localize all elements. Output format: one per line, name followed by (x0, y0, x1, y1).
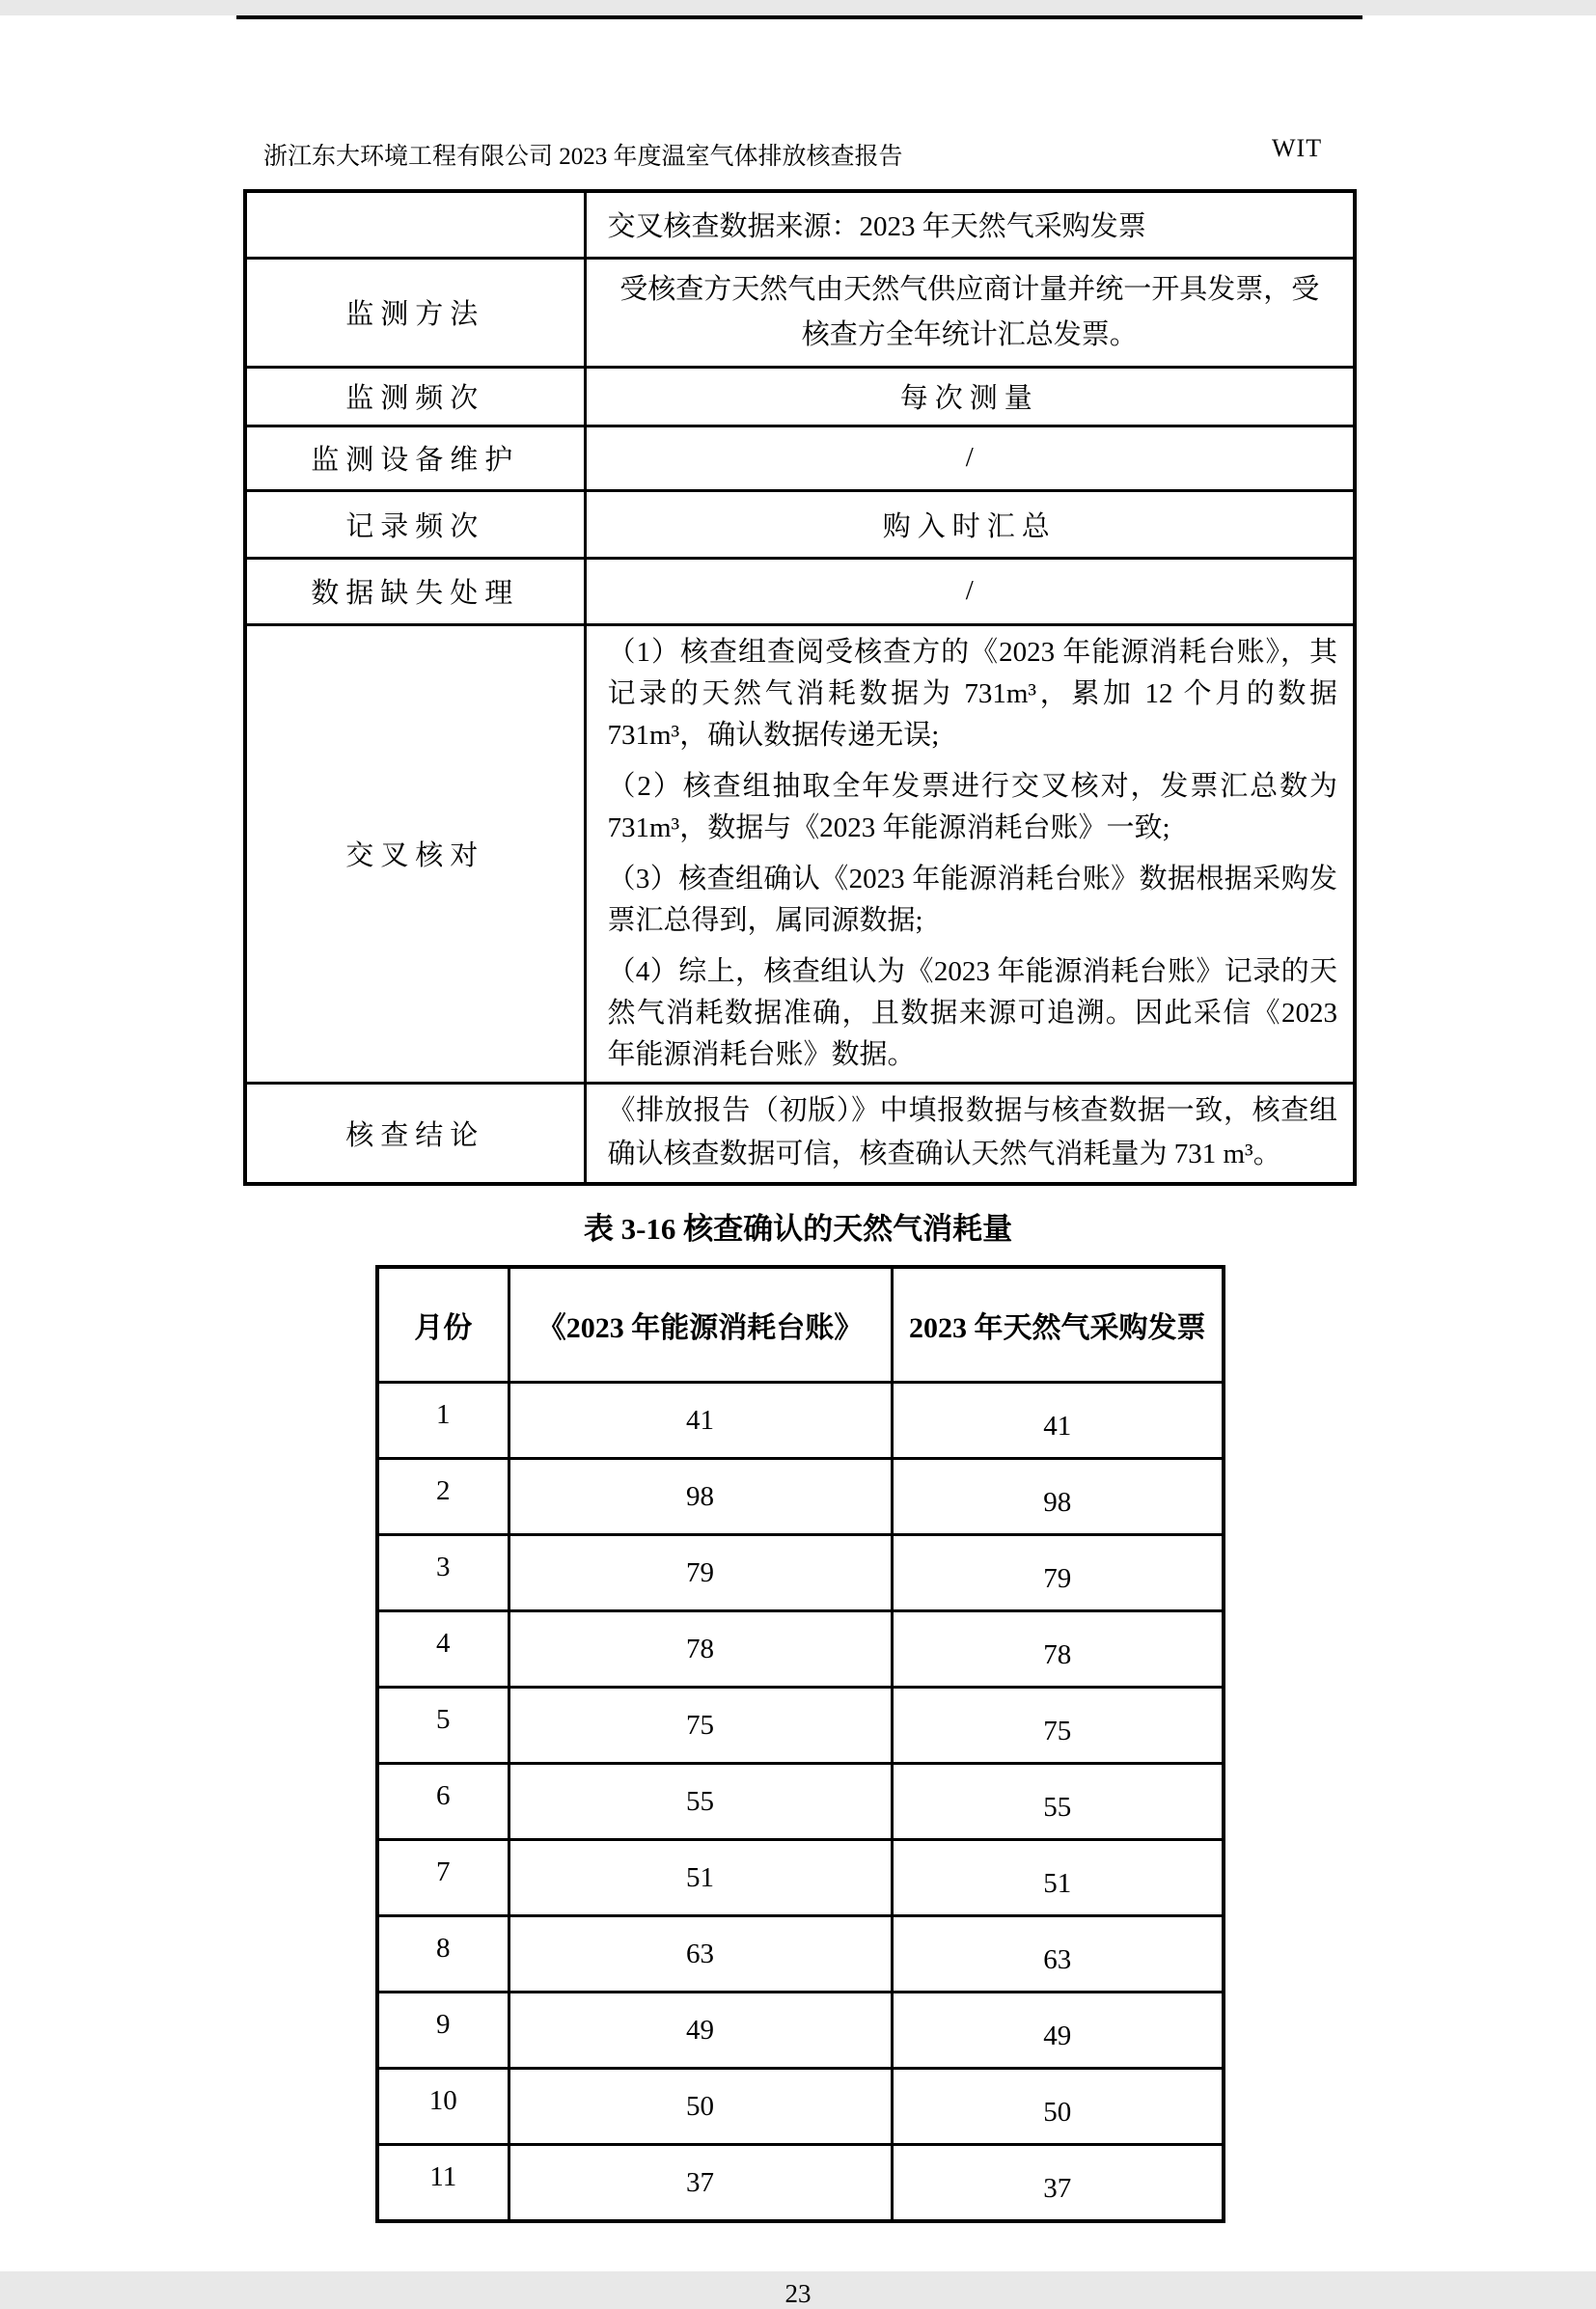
table-row (377, 2145, 1224, 2222)
page-header (0, 15, 1596, 170)
row-label-monitoring-method: 监测方法 (245, 258, 585, 367)
page-number: 23 (784, 2279, 812, 2308)
month-cell: 7 (377, 1840, 509, 1916)
table-row (377, 1383, 1224, 1459)
invoice-cell: 75 (892, 1688, 1224, 1764)
invoice-cell: 49 (892, 1993, 1224, 2069)
ledger-cell: 63 (509, 1916, 892, 1993)
month-cell: 11 (377, 2145, 509, 2222)
cross-check-detail (585, 624, 1355, 1083)
monitoring-table (243, 189, 1357, 1186)
table-row (377, 1459, 1224, 1535)
table-row (245, 1083, 1355, 1184)
ledger-cell: 37 (509, 2145, 892, 2222)
table-row (377, 1535, 1224, 1611)
table-row (377, 1840, 1224, 1916)
row-label-verification-conclusion: 核查结论 (245, 1083, 585, 1184)
missing-data-handling-value: / (585, 558, 1355, 624)
cross-check-item-3: （3）核查组确认《2023 年能源消耗台账》数据根据采购发票汇总得到，属同源数据; (607, 863, 1337, 936)
ledger-cell: 79 (509, 1535, 892, 1611)
monitoring-method-value: 受核查方天然气由天然气供应商计量并统一开具发票，受核查方全年统计汇总发票。 (585, 258, 1355, 367)
record-frequency-value: 购入时汇总 (585, 490, 1355, 558)
table-row (245, 426, 1355, 490)
equipment-maintenance-value: / (585, 426, 1355, 490)
table-row (245, 624, 1355, 1083)
month-cell: 1 (377, 1383, 509, 1459)
row-label-missing-data-handling: 数据缺失处理 (245, 558, 585, 624)
invoice-cell: 51 (892, 1840, 1224, 1916)
row-label-equipment-maintenance: 监测设备维护 (245, 426, 585, 490)
invoice-cell: 50 (892, 2069, 1224, 2145)
col-header-invoice: 2023 年天然气采购发票 (892, 1267, 1224, 1383)
ledger-cell: 78 (509, 1611, 892, 1688)
invoice-cell: 55 (892, 1764, 1224, 1840)
table-caption: 表 3-16 核查确认的天然气消耗量 (583, 1212, 1013, 1246)
month-cell: 3 (377, 1535, 509, 1611)
report-page (0, 15, 1596, 2308)
table-row (377, 1993, 1224, 2069)
consumption-header-row (377, 1267, 1224, 1383)
row-label-monitoring-frequency: 监测频次 (245, 367, 585, 426)
header-title: 浙江东大环境工程有限公司 2023 年度温室气体排放核查报告 (263, 144, 903, 170)
month-cell: 2 (377, 1459, 509, 1535)
col-header-month: 月份 (377, 1267, 509, 1383)
cross-check-item-1: （1）核查组查阅受核查方的《2023 年能源消耗台账》，其记录的天然气消耗数据为 731m³，累加 12 个月的数据 731m³，确认数据传递无误; (607, 636, 1337, 751)
col-header-ledger: 《2023 年能源消耗台账》 (509, 1267, 892, 1383)
row-label-record-frequency: 记录频次 (245, 490, 585, 558)
cross-check-item-4: （4）综上，核查组认为《2023 年能源消耗台账》记录的天然气消耗数据准确，且数据来源可追溯。因此采信《2023 年能源消耗台账》数据。 (607, 955, 1337, 1070)
ledger-cell: 50 (509, 2069, 892, 2145)
invoice-cell: 37 (892, 2145, 1224, 2222)
ledger-cell: 98 (509, 1459, 892, 1535)
month-cell: 8 (377, 1916, 509, 1993)
verification-conclusion-value: 《排放报告（初版）》中填报数据与核查数据一致，核查组确认核查数据可信，核查确认天然气消耗量为 731 m³。 (585, 1083, 1355, 1184)
table-row (245, 367, 1355, 426)
invoice-cell: 98 (892, 1459, 1224, 1535)
consumption-table (375, 1265, 1225, 2223)
cross-check-source-value: 交叉核查数据来源：2023 年天然气采购发票 (585, 191, 1355, 258)
cross-check-item-2: （2）核查组抽取全年发票进行交叉核对，发票汇总数为 731m³，数据与《2023 年能源消耗台账》一致; (607, 770, 1337, 843)
ledger-cell: 51 (509, 1840, 892, 1916)
invoice-cell: 63 (892, 1916, 1224, 1993)
ledger-cell: 75 (509, 1688, 892, 1764)
table-row (245, 191, 1355, 258)
invoice-cell: 41 (892, 1383, 1224, 1459)
table-row (377, 2069, 1224, 2145)
header-mark-wit: WIT (1272, 134, 1323, 162)
month-cell: 6 (377, 1764, 509, 1840)
month-cell: 10 (377, 2069, 509, 2145)
monitoring-frequency-value: 每次测量 (585, 367, 1355, 426)
ledger-cell: 49 (509, 1993, 892, 2069)
month-cell: 9 (377, 1993, 509, 2069)
month-cell: 4 (377, 1611, 509, 1688)
ledger-cell: 55 (509, 1764, 892, 1840)
table-row (377, 1688, 1224, 1764)
table-row (377, 1916, 1224, 1993)
invoice-cell: 79 (892, 1535, 1224, 1611)
table-row (377, 1764, 1224, 1840)
month-cell: 5 (377, 1688, 509, 1764)
row-label-cross-check: 交叉核对 (245, 624, 585, 1083)
table-row (245, 558, 1355, 624)
table-row (245, 490, 1355, 558)
header-rule (236, 15, 1362, 19)
ledger-cell: 41 (509, 1383, 892, 1459)
row-label-empty (245, 191, 585, 258)
invoice-cell: 78 (892, 1611, 1224, 1688)
table-row (377, 1611, 1224, 1688)
table-row (245, 258, 1355, 367)
